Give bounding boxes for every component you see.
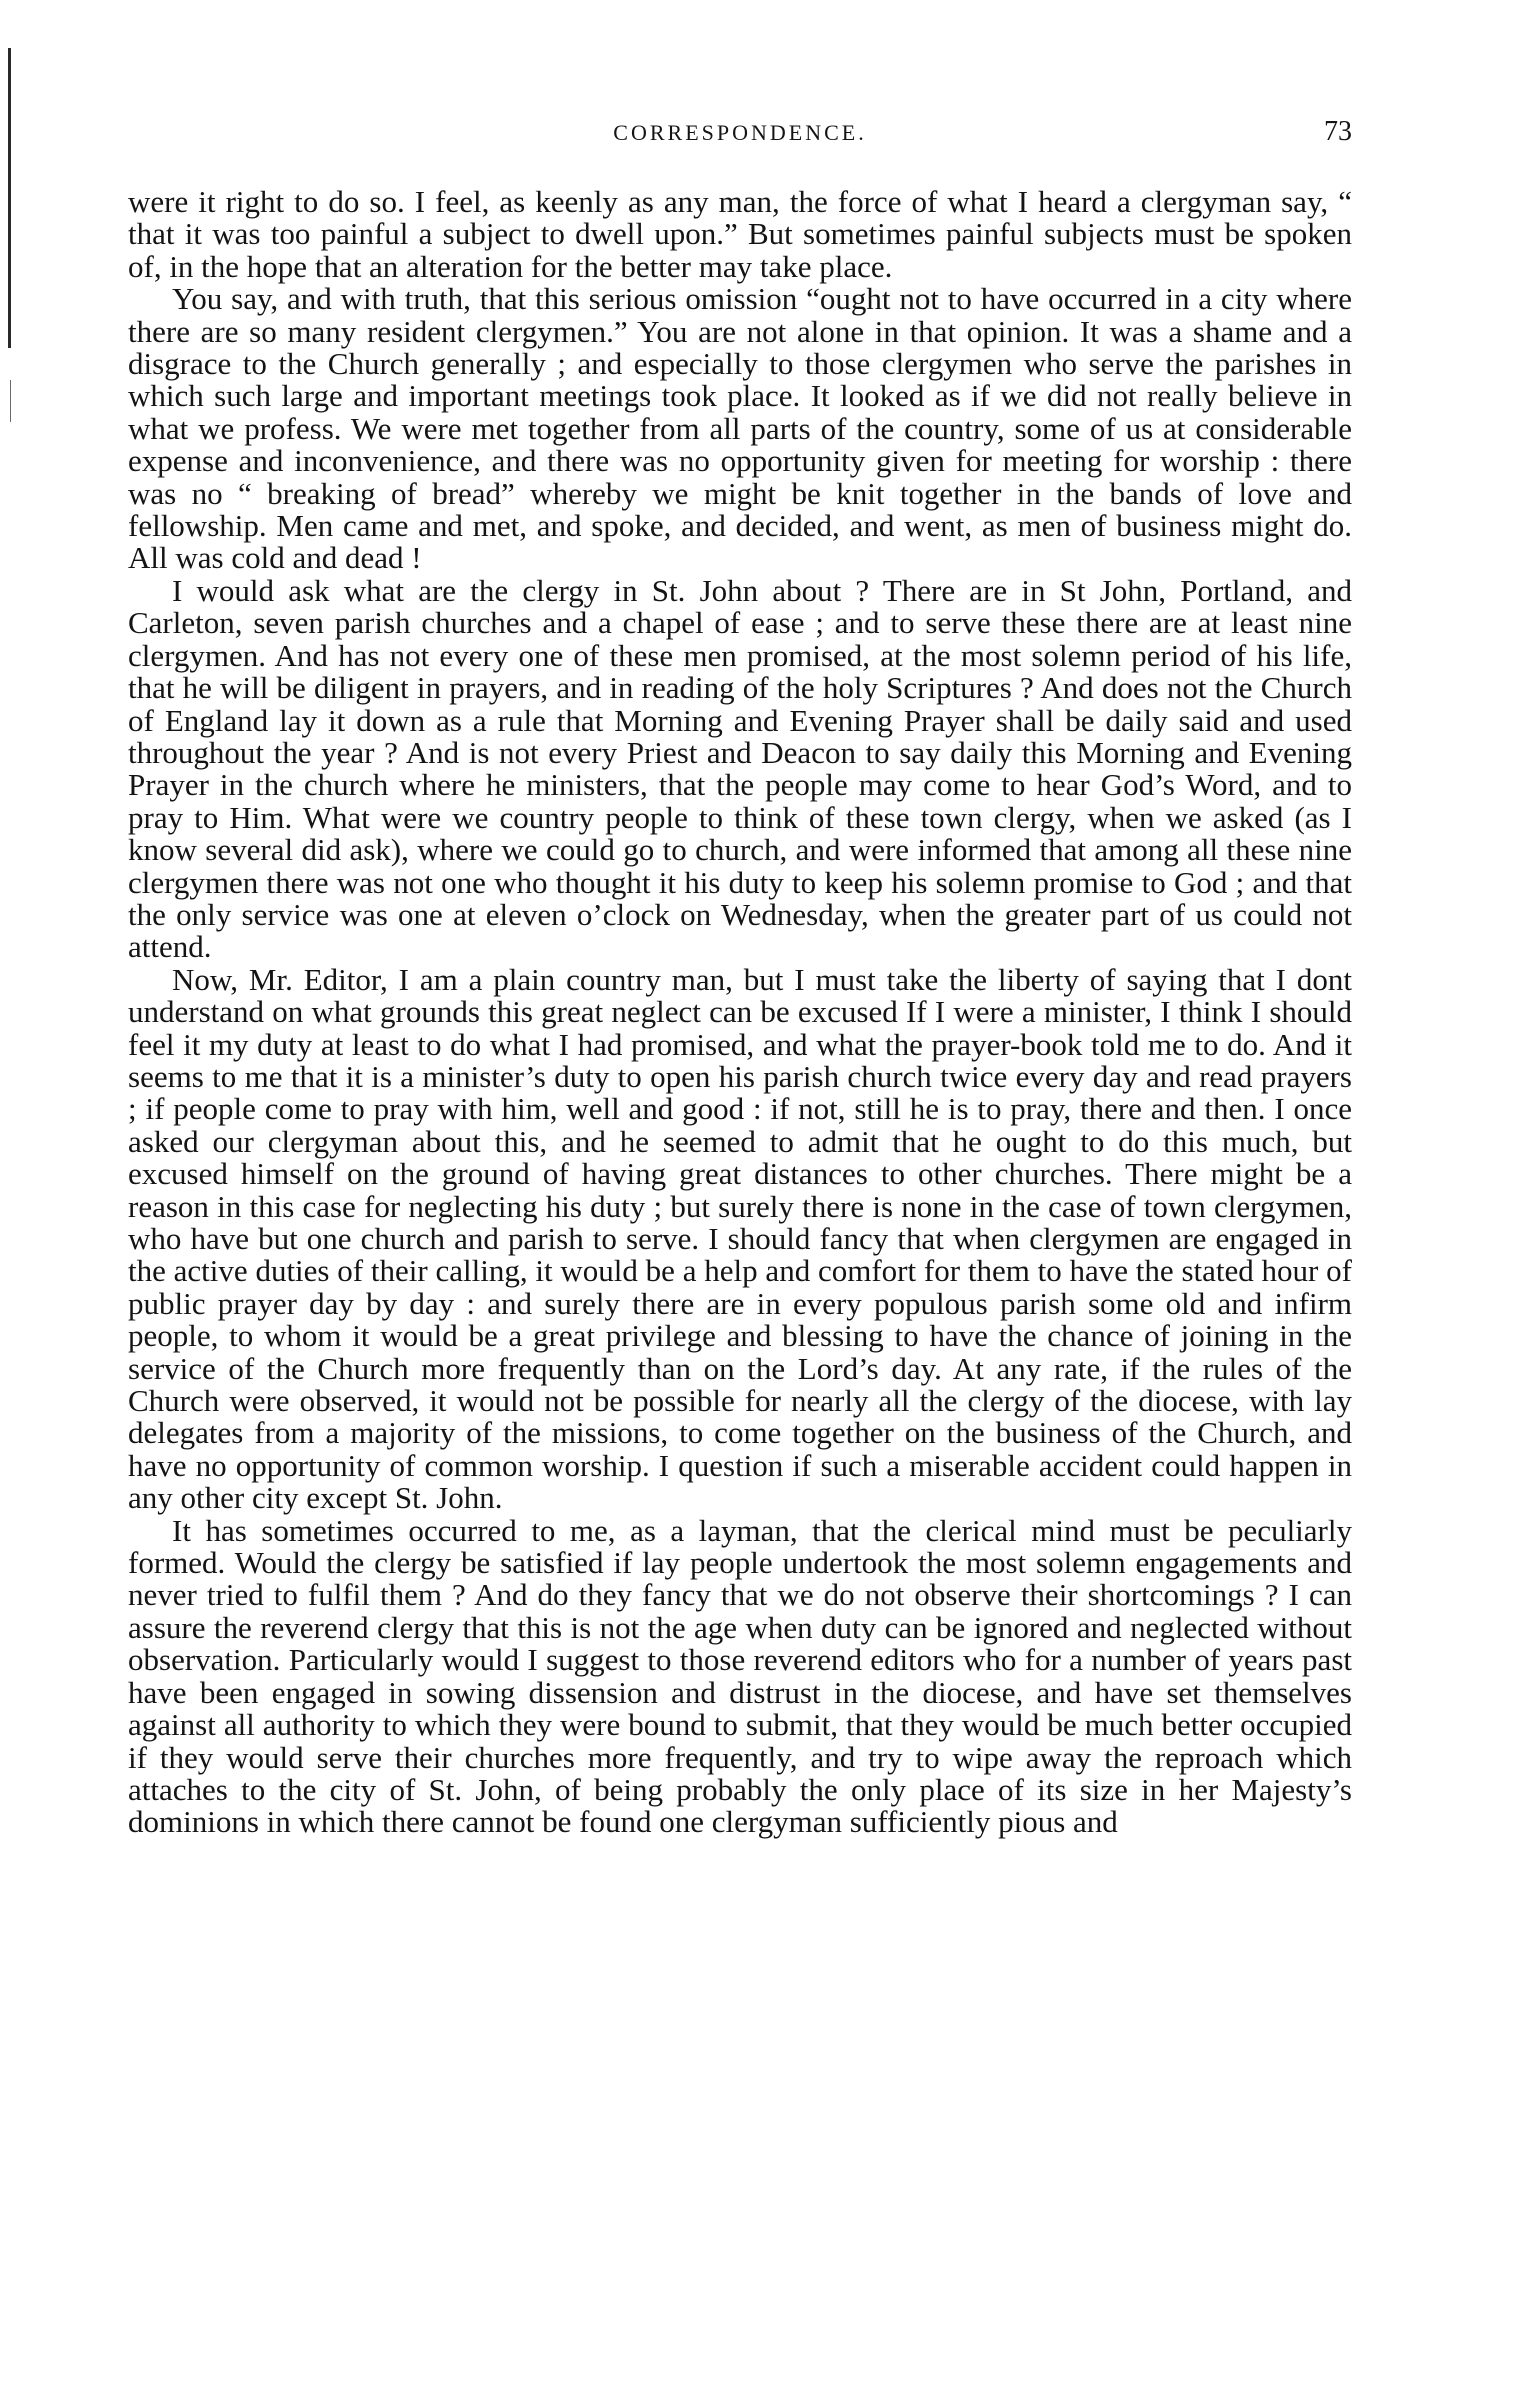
running-head: [128, 116, 1352, 160]
body-text: [128, 186, 1352, 1839]
page-number: 73: [1324, 116, 1352, 147]
binding-margin-mark: [8, 48, 11, 348]
paragraph: It has sometimes occurred to me, as a layman, that the clerical mind must be peculiarly formed. Would the clergy be satisfied if lay people undertook the most solemn engagements and never tried to fulfil them ? And do they fancy that we do not observe their shortcomings ? I can assure the reverend clergy that this is not the age when duty can be ignored and neglected without observation. Particularly would I suggest to those reverend editors who for a number of years past have been engaged in sowing dissension and distrust in the diocese, and have set themselves against all authority to which they were bound to submit, that they would be much better occupied if they would serve their churches more frequently, and try to wipe away the reproach which attaches to the city of St. John, of being probably the only place of its size in her Majesty’s dominions in which there cannot be found one clergyman sufficiently pious and: [128, 1512, 1352, 1840]
running-title: CORRESPONDENCE.: [613, 120, 867, 145]
paragraph: Now, Mr. Editor, I am a plain country man, but I must take the liberty of saying that I dont understand on what grounds this great neglect can be excused If I were a minister, I think I should feel it my duty at least to do what I had promised, and what the prayer-book told me to do. And it seems to me that it is a minister’s duty to open his parish church twice every day and read prayers ; if people come to pray with him, well and good : if not, still he is to pray, there and then. I once asked our clergyman about this, and he seemed to admit that he ought to do this much, but excused himself on the ground of having great distances to other churches. There might be a reason in this case for neglecting his duty ; but surely there is none in the case of town clergymen, who have but one church and parish to serve. I should fancy that when clergymen are engaged in the active duties of their calling, it would be a help and comfort for them to have the stated hour of public prayer day by day : and surely there are in every populous parish some old and infirm people, to whom it would be a great privilege and blessing to have the chance of joining in the service of the Church more frequently than on the Lord’s day. At any rate, if the rules of the Church were observed, it would not be possible for nearly all the clergy of the diocese, with lay delegates from a majority of the missions, to come together on the business of the Church, and have no opportunity of common worship. I question if such a miserable accident could happen in any other city except St. John.: [128, 961, 1352, 1516]
paragraph: You say, and with truth, that this serious omission “ought not to have occurred in a city where there are so many resident clergymen.” You are not alone in that opinion. It was a shame and a disgrace to the Church generally ; and especially to those clergymen who serve the parishes in which such large and important meetings took place. It looked as if we did not really believe in what we profess. We were met together from all parts of the country, some of us at considerable expense and inconvenience, and there was no opportunity given for meeting for worship : there was no “ breaking of bread” whereby we might be knit together in the bands of love and fellowship. Men came and met, and spoke, and decided, and went, as men of business might do. All was cold and dead !: [128, 281, 1352, 576]
paragraph: I would ask what are the clergy in St. John about ? There are in St John, Portland, and Carleton, seven parish churches and a chapel of ease ; and to serve these there are at least nine clergymen. And has not every one of these men promised, at the most solemn period of his life, that he will be diligent in prayers, and in reading of the holy Scriptures ? And does not the Church of England lay it down as a rule that Morning and Evening Prayer shall be daily said and used throughout the year ? And is not every Priest and Deacon to say daily this Morning and Evening Prayer in the church where he ministers, that the people may come to hear God’s Word, and to pray to Him. What were we country people to think of these town clergy, when we asked (as I know several did ask), where we could go to church, and were informed that among all these nine clergymen there was not one who thought it his duty to keep his solemn promise to God ; and that the only service was one at eleven o’clock on Wednesday, when the greater part of us could not attend.: [128, 572, 1352, 965]
binding-margin-mark-secondary: [10, 380, 11, 422]
book-page: [128, 116, 1352, 1840]
paragraph-continued: were it right to do so. I feel, as keenly as any man, the force of what I heard a clergyman say, “ that it was too painful a subject to dwell upon.” But sometimes painful subjects must be spoken of, in the hope that an alteration for the better may take place.: [128, 184, 1352, 284]
